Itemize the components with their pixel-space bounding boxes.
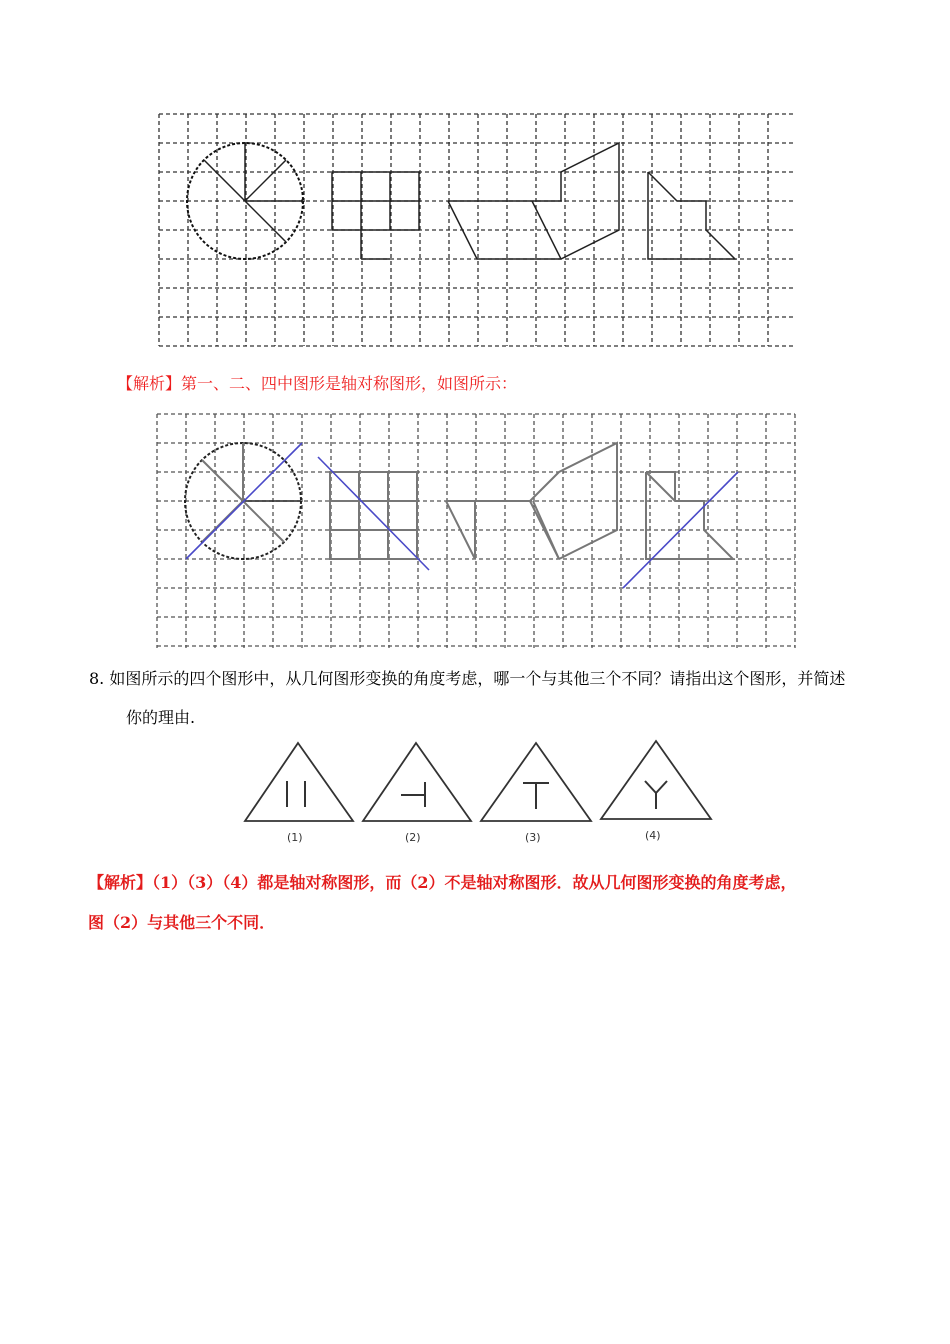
symmetry-axis-2 <box>318 457 429 570</box>
analysis-text-line1: （1）（3）（4）都是轴对称图形，而（2）不是轴对称图形．故从几何图形变换的角度考虑， <box>152 873 797 892</box>
step-shape <box>648 172 735 259</box>
triangle-4 <box>601 741 711 842</box>
question-8-line2: 你的理由. <box>126 708 196 727</box>
triangle-label-3: (3) <box>525 831 541 844</box>
question-number: 8. <box>89 669 105 688</box>
analysis-text: 第一、二、四中图形是轴对称图形，如图所示： <box>181 374 518 393</box>
triangle-label-1: (1) <box>287 831 303 844</box>
step-shape-answer <box>646 472 733 559</box>
top-grid-figure <box>155 112 797 348</box>
analysis-2-line1 <box>88 872 797 894</box>
question-text: 如图所示的四个图形中，从几何图形变换的角度考虑，哪一个与其他三个不同？请指出这个图形，并简述 <box>109 669 846 688</box>
analysis-tag: 【解析】 <box>117 374 182 393</box>
triangles-figure <box>243 737 723 847</box>
triangle-3 <box>481 743 591 844</box>
analysis-2-line2: 图（2）与其他三个不同． <box>88 913 276 932</box>
triangle-label-2: (2) <box>405 831 421 844</box>
analysis-tag: 【解析】 <box>88 873 153 892</box>
answer-grid-figure <box>153 412 799 650</box>
triangle-label-4: (4) <box>645 829 661 842</box>
grid-square-shape-answer <box>330 472 417 559</box>
triangle-1 <box>245 743 353 844</box>
triangle-2 <box>363 743 471 844</box>
analysis-1 <box>117 373 517 395</box>
question-8-line1 <box>89 668 845 690</box>
grid-square-shape <box>332 172 419 259</box>
